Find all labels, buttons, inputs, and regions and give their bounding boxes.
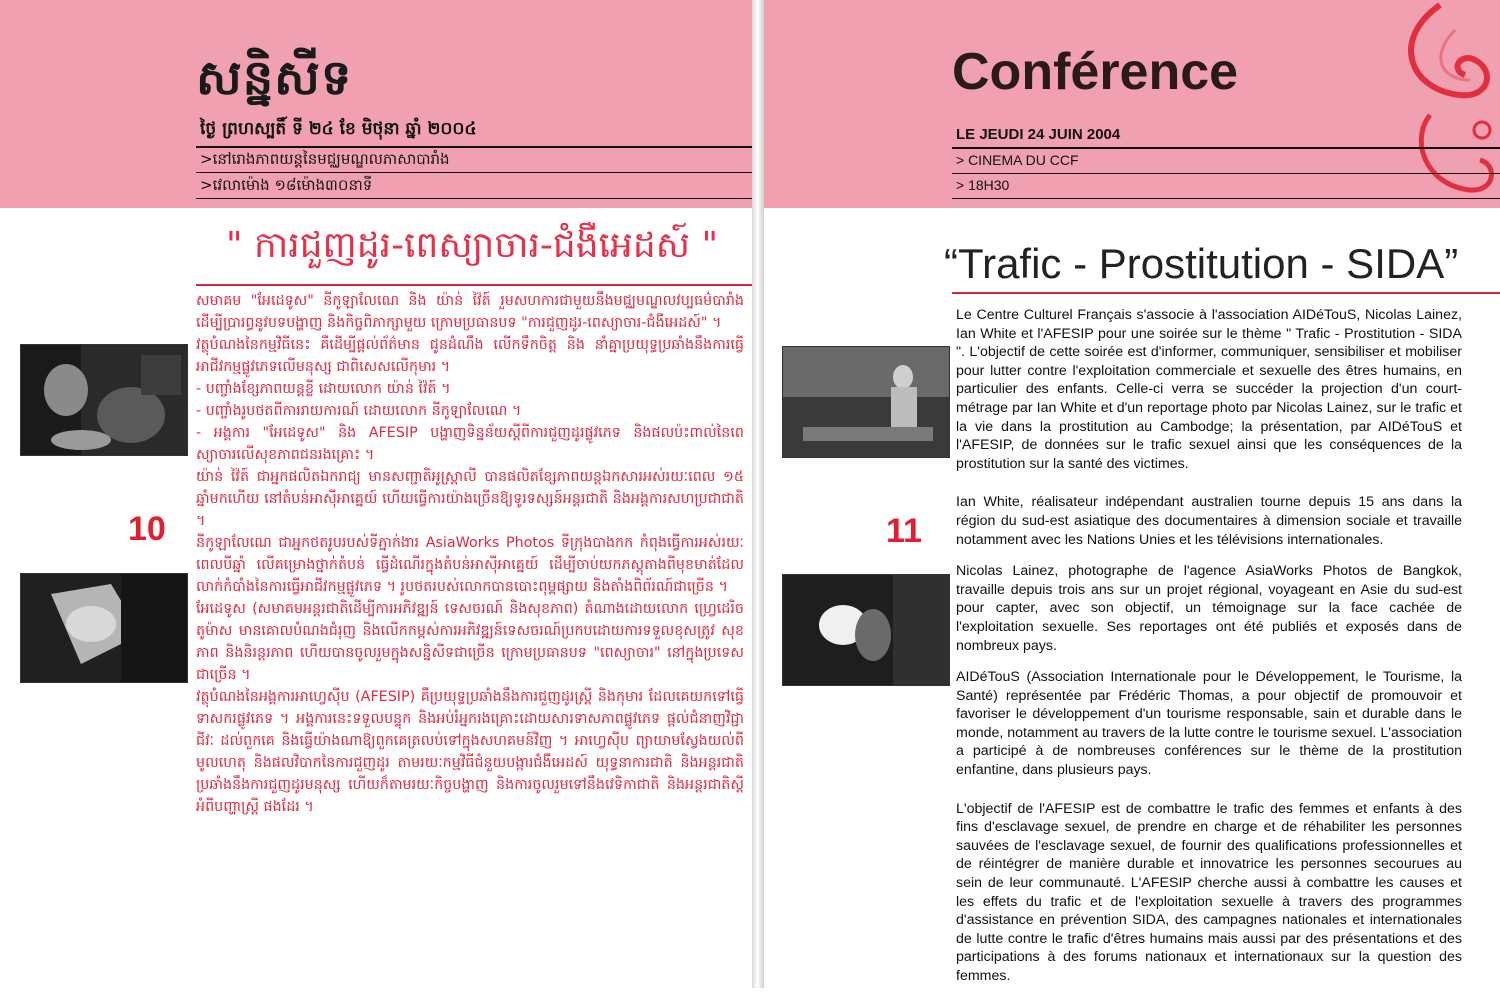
- french-time: > 18H30: [956, 177, 1010, 193]
- french-body: [956, 306, 1462, 999]
- khmer-paragraph: - អង្គការ "អែដេទូស" និង AFESIP បង្ហាញទិន្នន័យស្តីពីការជួញដូរផ្លូវភេទ និងផលប៉ះពាល់នៃពេស្យាចារលើសុខភាពជនរងគ្រោះ ។: [196, 425, 744, 463]
- french-title: Conférence: [952, 43, 1239, 101]
- headline-underline: [952, 292, 1500, 294]
- photo-seated-figure: [782, 346, 950, 458]
- khmer-paragraph: យ៉ាន់ វ៉ៃត៍ ជាអ្នកផលិតឯករាជ្យ មានសញ្ជាតិអូស្ត្រាលី បានផលិតខ្សែភាពយន្តឯកសារអស់រយៈពេល ១៥ ឆ្នាំមកហើយ នៅតំបន់អាស៊ីអាគ្នេយ៍ ហើយធ្វើការយ៉ាងច្រើនឱ្យទូរទស្សន៍អន្តរជាតិ និងអង្គការសហប្រជាជាតិ ។: [196, 469, 744, 529]
- french-paragraph-afesip: L'objectif de l'AFESIP est de combattre le trafic des femmes et enfants à des fins d'esclavage sexuel, de prendre en charge et de réhabiliter les personnes sauvées de l'esclavage sexuel, de fournir des qualifications professionnelles et de réintégrer de manière durable et innovatrice les personnes secourues au sein de leur communauté. L'AFESIP cherche aussi à combattre les causes et les effets du trafic et de l'exploitation sexuelle à travers des programmes d'assistance en prévention SIDA, des campagnes nationales et internationales de lutte contre le trafic d'êtres humains mais aussi par des présentations et des participations à des forums nationaux et internationaux sur la question des femmes.: [956, 800, 1462, 984]
- photo-light-portrait: [782, 574, 950, 686]
- french-paragraph-intro: Le Centre Culturel Français s'associe à l'association AIDéTouS, Nicolas Lainez, Ian White et l'AFESIP pour une soirée sur le thème " Trafic - Prostitution - SIDA ". L'objectif de cette soirée est d'informer, communiquer, sensibiliser et mobiliser pour lutter contre l'exploitation commerciale et sexuelle des êtres humains, en particulier des enfants. Celle-ci verra se succéder la projection d'un court-métrage par Ian White et d'un reportage photo par Nicolas Lainez, sur le trafic et la vie dans la prostitution au Cambodge; la présentation, par AIDéTouS et l'AFESIP, de données sur le trafic sexuel ainsi que les conséquences de la prostitution sur la santé des victimes.: [956, 307, 1462, 472]
- khmer-time: >វេលាម៉ោង ១៨ម៉ោង៣០នាទី: [200, 176, 373, 194]
- decorative-swirl-icon: [1370, 0, 1500, 220]
- divider: [952, 147, 1500, 149]
- divider: [196, 146, 752, 148]
- french-paragraph-aidetous: AIDéTouS (Association Internationale pour le Développement, le Tourisme, la Santé) représentée par Frédéric Thomas, a pour objectif de promouvoir et favoriser le développement d'un tourisme responsable, sain et durable dans le monde, notamment au travers de la lutte contre le tourisme sexuel. L'association a participé à de nombreuses conférences sur le thème de la prostitution enfantine, dans plusieurs pays.: [956, 669, 1462, 779]
- divider: [196, 198, 752, 199]
- page-number-right: 11: [886, 512, 922, 550]
- khmer-paragraph: - បញ្ចាំងរូបថតពីការរាយការណ៍ ដោយលោក នីកូឡាលែណេ ។: [196, 403, 522, 419]
- french-paragraph-nicolas-lainez: Nicolas Lainez, photographe de l'agence AsiaWorks Photos de Bangkok, travaille depuis trois ans sur un projet régional, voyageant en Asie du sud-est pour capter, avec son objectif, un témoignage sur la face cachée de l'exploitation sexuelle. Ses reportages ont été publiés et exposés dans de nombreux pays.: [956, 563, 1462, 654]
- left-header-band: [0, 0, 755, 208]
- khmer-paragraph: វត្ថុបំណងនៃកម្មវិធីនេះ គឺដើម្បីផ្តល់ព័ត៌មាន ជូនដំណឹង លើកទឹកចិត្ត និង នាំគ្នាប្រយុទ្ធប្រឆាំងនឹងការធ្វើអាជីវកម្មផ្លូវភេទលើមនុស្ស ជាពិសេសលើកុមារ ។: [196, 337, 744, 375]
- khmer-venue: >នៅរោងភាពយន្តនៃមជ្ឈមណ្ឌលភាសាបារាំង: [200, 150, 450, 168]
- khmer-paragraph: នីកូឡាលែណេ ជាអ្នកថតរូបរបស់ទីភ្នាក់ងារ AsiaWorks Photos ទីក្រុងបាងកក កំពុងធ្វើការអស់រយៈពេលបីឆ្នាំ លើគម្រោងថ្នាក់តំបន់ ធ្វើដំណើរក្នុងតំបន់អាស៊ីអាគ្នេយ៍ ដើម្បីចាប់យកភស្តុតាងពីមុខមាត់ដែលលាក់កំបាំងនៃការធ្វើអាជីវកម្មផ្លូវភេទ ។ រូបថតរបស់លោកបានបោះពុម្ពផ្សាយ និងតាំងពិព័រណ៍ជាច្រើន ។: [196, 535, 744, 595]
- khmer-title: សន្និសីទ: [196, 50, 353, 106]
- khmer-paragraph: សមាគម "អែដេទូស" នីកូឡាលែណេ និង យ៉ាន់ វ៉ៃត៍ រួមសហការជាមួយនឹងមជ្ឈមណ្ឌលវប្បធម៌បារាំង ដើម្បីប្រារព្ធនូវបទបង្ហាញ និងកិច្ចពិភាក្សាមួយ ក្រោមប្រធានបទ "ការជួញដូរ-ពេស្យាចារ-ជំងឺអេដស៍" ។: [196, 293, 744, 331]
- french-paragraph-ian-white: Ian White, réalisateur indépendant australien tourne depuis 15 ans dans la région du sud-est asiatique des documentaires à dimension sociale et travaille notamment avec les Nations Unies et les télévisions internationales.: [956, 494, 1462, 548]
- khmer-paragraph: វត្ថុបំណងនៃអង្គការអាហ្វេស៊ីប (AFESIP) គឺប្រយុទ្ធប្រឆាំងនឹងការជួញដូរស្ត្រី និងកុមារ ដែលគេយកទៅធ្វើទាសករផ្លូវភេទ ។ អង្គការនេះទទួលបន្ទុក និងអប់រំអ្នករងគ្រោះដោយសារទាសភាពផ្លូវភេទ ផ្តល់ជំនាញវិជ្ជាជីវៈ ដល់ពួកគេ និងធ្វើយ៉ាងណាឱ្យពួកគេត្រលប់ទៅក្នុងសហគមន៍វិញ ។ អាហ្វេស៊ីប ព្យាយាមស្វែងយល់ពីមូលហេតុ និងផលវិបាកនៃការជួញដូរ តាមរយៈកម្មវិធីជំនួយបង្ការជំងឺអេដស៍ យុទ្ធនាការជាតិ និងអន្តរជាតិ ប្រឆាំងនឹងការជួញដូរមនុស្ស ហើយក៏តាមរយៈកិច្ចបង្ហាញ និងការចូលរួមទៅនឹងវេទិកាជាតិ និងអន្តរជាតិស្តីអំពីបញ្ហាស្ត្រី ផងដែរ ។: [196, 689, 744, 815]
- khmer-body: [196, 290, 744, 818]
- photo-dark-room: [20, 344, 188, 456]
- page-fold: [752, 0, 764, 988]
- french-headline: “Trafic - Prostitution - SIDA”: [944, 240, 1459, 287]
- photo-figure-shadow: [20, 573, 188, 683]
- khmer-paragraph: អែដេទូស (សមាគមអន្តរជាតិដើម្បីការអភិវឌ្ឍន៍ ទេសចរណ៍ និងសុខភាព) តំណាងដោយលោក ហ្វ្រេដេរិច តូម៉ាស មានគោលបំណងជំរុញ និងលើកកម្ពស់ការអភិវឌ្ឍន៍ទេសចរណ៍ប្រកបដោយការទទួលខុសត្រូវ សុខភាព និងនិរន្តរភាព ហើយបានចូលរួមក្នុងសន្និសីទជាច្រើន ក្រោមប្រធានបទ "ពេស្យាចារ" នៅក្នុងប្រទេសជាច្រើន ។: [196, 601, 744, 683]
- divider: [952, 173, 1500, 174]
- divider: [952, 198, 1500, 199]
- french-date: LE JEUDI 24 JUIN 2004: [956, 126, 1121, 143]
- khmer-paragraph: - បញ្ចាំងខ្សែភាពយន្តខ្លី ដោយលោក យ៉ាន់ វ៉ៃត៍ ។: [196, 381, 451, 397]
- khmer-date: ថ្ងៃ ព្រហស្បតិ៍ ទី ២៤ ខែ មិថុនា ឆ្នាំ ២០០៤: [200, 119, 477, 139]
- page-number-left: 10: [128, 510, 166, 548]
- divider: [196, 172, 752, 173]
- headline-underline: [196, 284, 752, 286]
- french-venue: > CINEMA DU CCF: [956, 152, 1079, 168]
- khmer-headline: " ការជួញដូរ-ពេស្យាចារ-ជំងឺអេដស៍ ": [225, 225, 719, 266]
